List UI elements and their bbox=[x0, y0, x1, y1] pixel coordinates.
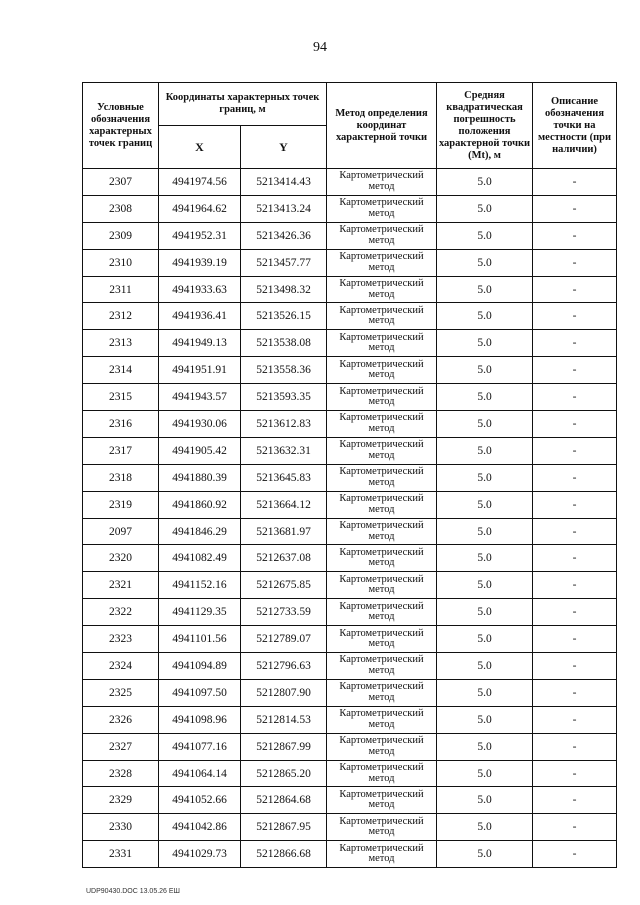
method-cell bbox=[327, 411, 437, 438]
method-line-2: метод bbox=[368, 315, 395, 327]
y-coordinate-cell: 5213664.12 bbox=[241, 491, 327, 518]
x-coordinate-cell: 4941098.96 bbox=[159, 706, 241, 733]
x-coordinate-cell: 4941949.13 bbox=[159, 330, 241, 357]
y-coordinate-cell: 5213413.24 bbox=[241, 195, 327, 222]
point-id-cell: 2325 bbox=[83, 679, 159, 706]
description-cell: - bbox=[533, 760, 617, 787]
error-cell: 5.0 bbox=[437, 572, 533, 599]
y-coordinate-cell: 5213645.83 bbox=[241, 464, 327, 491]
method-line-1: Картометрический bbox=[339, 681, 424, 693]
x-coordinate-cell: 4941097.50 bbox=[159, 679, 241, 706]
method-line-2: метод bbox=[368, 745, 395, 757]
method-cell bbox=[327, 518, 437, 545]
method-line-2: метод bbox=[368, 772, 395, 784]
method-cell bbox=[327, 599, 437, 626]
method-line-2: метод bbox=[368, 718, 395, 730]
point-id-cell: 2318 bbox=[83, 464, 159, 491]
description-cell: - bbox=[533, 653, 617, 680]
y-coordinate-cell: 5213526.15 bbox=[241, 303, 327, 330]
header-x: X bbox=[159, 126, 241, 169]
method-cell bbox=[327, 276, 437, 303]
table-row bbox=[83, 195, 617, 222]
point-id-cell: 2320 bbox=[83, 545, 159, 572]
method-cell bbox=[327, 491, 437, 518]
point-id-cell: 2309 bbox=[83, 222, 159, 249]
error-cell: 5.0 bbox=[437, 357, 533, 384]
error-cell: 5.0 bbox=[437, 303, 533, 330]
x-coordinate-cell: 4941951.91 bbox=[159, 357, 241, 384]
method-line-1: Картометрический bbox=[339, 573, 424, 585]
table-row bbox=[83, 169, 617, 196]
y-coordinate-cell: 5213681.97 bbox=[241, 518, 327, 545]
table-row bbox=[83, 706, 617, 733]
description-cell: - bbox=[533, 491, 617, 518]
method-line-1: Картометрический bbox=[339, 304, 424, 316]
x-coordinate-cell: 4941964.62 bbox=[159, 195, 241, 222]
method-line-1: Картометрический bbox=[339, 788, 424, 800]
description-cell: - bbox=[533, 733, 617, 760]
x-coordinate-cell: 4941880.39 bbox=[159, 464, 241, 491]
method-line-2: метод bbox=[368, 826, 395, 838]
x-coordinate-cell: 4941082.49 bbox=[159, 545, 241, 572]
point-id-cell: 2310 bbox=[83, 249, 159, 276]
method-line-2: метод bbox=[368, 396, 395, 408]
x-coordinate-cell: 4941129.35 bbox=[159, 599, 241, 626]
table-row bbox=[83, 357, 617, 384]
method-cell bbox=[327, 464, 437, 491]
x-coordinate-cell: 4941052.66 bbox=[159, 787, 241, 814]
header-point: Условные обозначения характерных точек границ bbox=[83, 83, 159, 169]
y-coordinate-cell: 5213558.36 bbox=[241, 357, 327, 384]
method-line-2: метод bbox=[368, 799, 395, 811]
error-cell: 5.0 bbox=[437, 411, 533, 438]
error-cell: 5.0 bbox=[437, 384, 533, 411]
description-cell: - bbox=[533, 169, 617, 196]
method-line-1: Картометрический bbox=[339, 251, 424, 263]
x-coordinate-cell: 4941064.14 bbox=[159, 760, 241, 787]
method-line-1: Картометрический bbox=[339, 439, 424, 451]
header-description: Описание обозначения точки на местности (при наличии) bbox=[533, 83, 617, 169]
method-line-1: Картометрический bbox=[339, 412, 424, 424]
y-coordinate-cell: 5213593.35 bbox=[241, 384, 327, 411]
method-line-1: Картометрический bbox=[339, 762, 424, 774]
method-line-2: метод bbox=[368, 261, 395, 273]
description-cell: - bbox=[533, 787, 617, 814]
point-id-cell: 2097 bbox=[83, 518, 159, 545]
table-row bbox=[83, 787, 617, 814]
x-coordinate-cell: 4941042.86 bbox=[159, 814, 241, 841]
method-cell bbox=[327, 384, 437, 411]
method-line-1: Картометрический bbox=[339, 197, 424, 209]
description-cell: - bbox=[533, 384, 617, 411]
method-cell bbox=[327, 330, 437, 357]
error-cell: 5.0 bbox=[437, 491, 533, 518]
table-row bbox=[83, 572, 617, 599]
description-cell: - bbox=[533, 411, 617, 438]
y-coordinate-cell: 5213612.83 bbox=[241, 411, 327, 438]
table-row bbox=[83, 599, 617, 626]
method-cell bbox=[327, 169, 437, 196]
method-line-2: метод bbox=[368, 288, 395, 300]
y-coordinate-cell: 5212675.85 bbox=[241, 572, 327, 599]
method-cell bbox=[327, 760, 437, 787]
error-cell: 5.0 bbox=[437, 841, 533, 868]
x-coordinate-cell: 4941101.56 bbox=[159, 626, 241, 653]
table-row bbox=[83, 733, 617, 760]
table-row bbox=[83, 841, 617, 868]
point-id-cell: 2322 bbox=[83, 599, 159, 626]
table-row bbox=[83, 411, 617, 438]
method-line-1: Картометрический bbox=[339, 493, 424, 505]
description-cell: - bbox=[533, 249, 617, 276]
y-coordinate-cell: 5212637.08 bbox=[241, 545, 327, 572]
x-coordinate-cell: 4941077.16 bbox=[159, 733, 241, 760]
method-line-1: Картометрический bbox=[339, 600, 424, 612]
point-id-cell: 2321 bbox=[83, 572, 159, 599]
method-line-2: метод bbox=[368, 234, 395, 246]
description-cell: - bbox=[533, 706, 617, 733]
description-cell: - bbox=[533, 841, 617, 868]
x-coordinate-cell: 4941152.16 bbox=[159, 572, 241, 599]
method-cell bbox=[327, 437, 437, 464]
table-row bbox=[83, 814, 617, 841]
method-line-2: метод bbox=[368, 503, 395, 515]
error-cell: 5.0 bbox=[437, 599, 533, 626]
method-cell bbox=[327, 572, 437, 599]
description-cell: - bbox=[533, 679, 617, 706]
method-line-2: метод bbox=[368, 530, 395, 542]
method-line-2: метод bbox=[368, 180, 395, 192]
description-cell: - bbox=[533, 545, 617, 572]
y-coordinate-cell: 5212866.68 bbox=[241, 841, 327, 868]
y-coordinate-cell: 5213426.36 bbox=[241, 222, 327, 249]
point-id-cell: 2324 bbox=[83, 653, 159, 680]
table-row bbox=[83, 760, 617, 787]
description-cell: - bbox=[533, 195, 617, 222]
error-cell: 5.0 bbox=[437, 733, 533, 760]
description-cell: - bbox=[533, 303, 617, 330]
table-row bbox=[83, 384, 617, 411]
method-cell bbox=[327, 653, 437, 680]
point-id-cell: 2319 bbox=[83, 491, 159, 518]
method-line-2: метод bbox=[368, 369, 395, 381]
point-id-cell: 2328 bbox=[83, 760, 159, 787]
method-cell bbox=[327, 787, 437, 814]
x-coordinate-cell: 4941860.92 bbox=[159, 491, 241, 518]
y-coordinate-cell: 5212864.68 bbox=[241, 787, 327, 814]
error-cell: 5.0 bbox=[437, 464, 533, 491]
method-cell bbox=[327, 706, 437, 733]
method-line-2: метод bbox=[368, 584, 395, 596]
description-cell: - bbox=[533, 276, 617, 303]
point-id-cell: 2312 bbox=[83, 303, 159, 330]
method-cell bbox=[327, 195, 437, 222]
y-coordinate-cell: 5212865.20 bbox=[241, 760, 327, 787]
method-line-1: Картометрический bbox=[339, 331, 424, 343]
description-cell: - bbox=[533, 814, 617, 841]
header-y: Y bbox=[241, 126, 327, 169]
point-id-cell: 2330 bbox=[83, 814, 159, 841]
error-cell: 5.0 bbox=[437, 169, 533, 196]
method-cell bbox=[327, 733, 437, 760]
table-row bbox=[83, 276, 617, 303]
y-coordinate-cell: 5213538.08 bbox=[241, 330, 327, 357]
method-cell bbox=[327, 814, 437, 841]
point-id-cell: 2331 bbox=[83, 841, 159, 868]
y-coordinate-cell: 5212867.99 bbox=[241, 733, 327, 760]
document-footer: UDP90430.DOC 13.05.26 ЕШ bbox=[86, 888, 180, 895]
point-id-cell: 2314 bbox=[83, 357, 159, 384]
description-cell: - bbox=[533, 464, 617, 491]
point-id-cell: 2326 bbox=[83, 706, 159, 733]
method-line-1: Картометрический bbox=[339, 224, 424, 236]
method-cell bbox=[327, 303, 437, 330]
table-row bbox=[83, 518, 617, 545]
error-cell: 5.0 bbox=[437, 814, 533, 841]
table-row bbox=[83, 330, 617, 357]
point-id-cell: 2313 bbox=[83, 330, 159, 357]
method-line-2: метод bbox=[368, 853, 395, 865]
method-cell bbox=[327, 545, 437, 572]
table-row bbox=[83, 545, 617, 572]
method-line-1: Картометрический bbox=[339, 385, 424, 397]
x-coordinate-cell: 4941939.19 bbox=[159, 249, 241, 276]
error-cell: 5.0 bbox=[437, 679, 533, 706]
error-cell: 5.0 bbox=[437, 249, 533, 276]
method-line-1: Картометрический bbox=[339, 654, 424, 666]
method-line-1: Картометрический bbox=[339, 815, 424, 827]
method-line-2: метод bbox=[368, 638, 395, 650]
method-line-2: метод bbox=[368, 207, 395, 219]
method-line-2: метод bbox=[368, 476, 395, 488]
description-cell: - bbox=[533, 437, 617, 464]
method-line-1: Картометрический bbox=[339, 708, 424, 720]
y-coordinate-cell: 5212867.95 bbox=[241, 814, 327, 841]
table-row bbox=[83, 249, 617, 276]
y-coordinate-cell: 5212789.07 bbox=[241, 626, 327, 653]
x-coordinate-cell: 4941846.29 bbox=[159, 518, 241, 545]
error-cell: 5.0 bbox=[437, 787, 533, 814]
method-cell bbox=[327, 626, 437, 653]
description-cell: - bbox=[533, 518, 617, 545]
point-id-cell: 2315 bbox=[83, 384, 159, 411]
error-cell: 5.0 bbox=[437, 276, 533, 303]
header-coordinates: Координаты характерных точек границ, м bbox=[159, 83, 327, 126]
y-coordinate-cell: 5213498.32 bbox=[241, 276, 327, 303]
table-row bbox=[83, 626, 617, 653]
error-cell: 5.0 bbox=[437, 626, 533, 653]
error-cell: 5.0 bbox=[437, 545, 533, 572]
method-line-1: Картометрический bbox=[339, 358, 424, 370]
x-coordinate-cell: 4941930.06 bbox=[159, 411, 241, 438]
method-cell bbox=[327, 679, 437, 706]
description-cell: - bbox=[533, 599, 617, 626]
method-line-1: Картометрический bbox=[339, 520, 424, 532]
method-line-1: Картометрический bbox=[339, 466, 424, 478]
point-id-cell: 2316 bbox=[83, 411, 159, 438]
point-id-cell: 2327 bbox=[83, 733, 159, 760]
method-cell bbox=[327, 357, 437, 384]
method-line-2: метод bbox=[368, 449, 395, 461]
x-coordinate-cell: 4941943.57 bbox=[159, 384, 241, 411]
error-cell: 5.0 bbox=[437, 330, 533, 357]
x-coordinate-cell: 4941029.73 bbox=[159, 841, 241, 868]
x-coordinate-cell: 4941933.63 bbox=[159, 276, 241, 303]
x-coordinate-cell: 4941952.31 bbox=[159, 222, 241, 249]
table-row bbox=[83, 222, 617, 249]
method-cell bbox=[327, 841, 437, 868]
method-line-1: Картометрический bbox=[339, 278, 424, 289]
method-line-1: Картометрический bbox=[339, 735, 424, 747]
description-cell: - bbox=[533, 572, 617, 599]
point-id-cell: 2329 bbox=[83, 787, 159, 814]
description-cell: - bbox=[533, 222, 617, 249]
header-method: Метод определения координат характерной точки bbox=[327, 83, 437, 169]
point-id-cell: 2307 bbox=[83, 169, 159, 196]
description-cell: - bbox=[533, 626, 617, 653]
error-cell: 5.0 bbox=[437, 760, 533, 787]
point-id-cell: 2323 bbox=[83, 626, 159, 653]
y-coordinate-cell: 5212733.59 bbox=[241, 599, 327, 626]
y-coordinate-cell: 5213632.31 bbox=[241, 437, 327, 464]
method-line-2: метод bbox=[368, 691, 395, 703]
error-cell: 5.0 bbox=[437, 437, 533, 464]
method-line-2: метод bbox=[368, 422, 395, 434]
x-coordinate-cell: 4941094.89 bbox=[159, 653, 241, 680]
y-coordinate-cell: 5212807.90 bbox=[241, 679, 327, 706]
point-id-cell: 2308 bbox=[83, 195, 159, 222]
method-line-2: метод bbox=[368, 557, 395, 569]
table-row bbox=[83, 437, 617, 464]
method-line-2: метод bbox=[368, 342, 395, 354]
method-line-1: Картометрический bbox=[339, 170, 424, 182]
error-cell: 5.0 bbox=[437, 222, 533, 249]
method-cell bbox=[327, 222, 437, 249]
point-id-cell: 2311 bbox=[83, 276, 159, 303]
table-row bbox=[83, 653, 617, 680]
y-coordinate-cell: 5213414.43 bbox=[241, 169, 327, 196]
table-row bbox=[83, 303, 617, 330]
y-coordinate-cell: 5212796.63 bbox=[241, 653, 327, 680]
table-row bbox=[83, 464, 617, 491]
page-number: 94 bbox=[313, 40, 327, 55]
method-line-2: метод bbox=[368, 664, 395, 676]
table-row bbox=[83, 491, 617, 518]
method-cell bbox=[327, 249, 437, 276]
error-cell: 5.0 bbox=[437, 653, 533, 680]
method-line-1: Картометрический bbox=[339, 546, 424, 558]
header-error: Средняя квадратическая погрешность положения характерной точки (Mt), м bbox=[437, 83, 533, 169]
description-cell: - bbox=[533, 357, 617, 384]
method-line-2: метод bbox=[368, 611, 395, 623]
method-line-1: Картометрический bbox=[339, 842, 424, 854]
x-coordinate-cell: 4941974.56 bbox=[159, 169, 241, 196]
description-cell: - bbox=[533, 330, 617, 357]
table-row bbox=[83, 679, 617, 706]
error-cell: 5.0 bbox=[437, 706, 533, 733]
error-cell: 5.0 bbox=[437, 195, 533, 222]
x-coordinate-cell: 4941936.41 bbox=[159, 303, 241, 330]
error-cell: 5.0 bbox=[437, 518, 533, 545]
y-coordinate-cell: 5213457.77 bbox=[241, 249, 327, 276]
method-line-1: Картометрический bbox=[339, 627, 424, 639]
y-coordinate-cell: 5212814.53 bbox=[241, 706, 327, 733]
coordinates-table bbox=[82, 82, 617, 868]
x-coordinate-cell: 4941905.42 bbox=[159, 437, 241, 464]
point-id-cell: 2317 bbox=[83, 437, 159, 464]
